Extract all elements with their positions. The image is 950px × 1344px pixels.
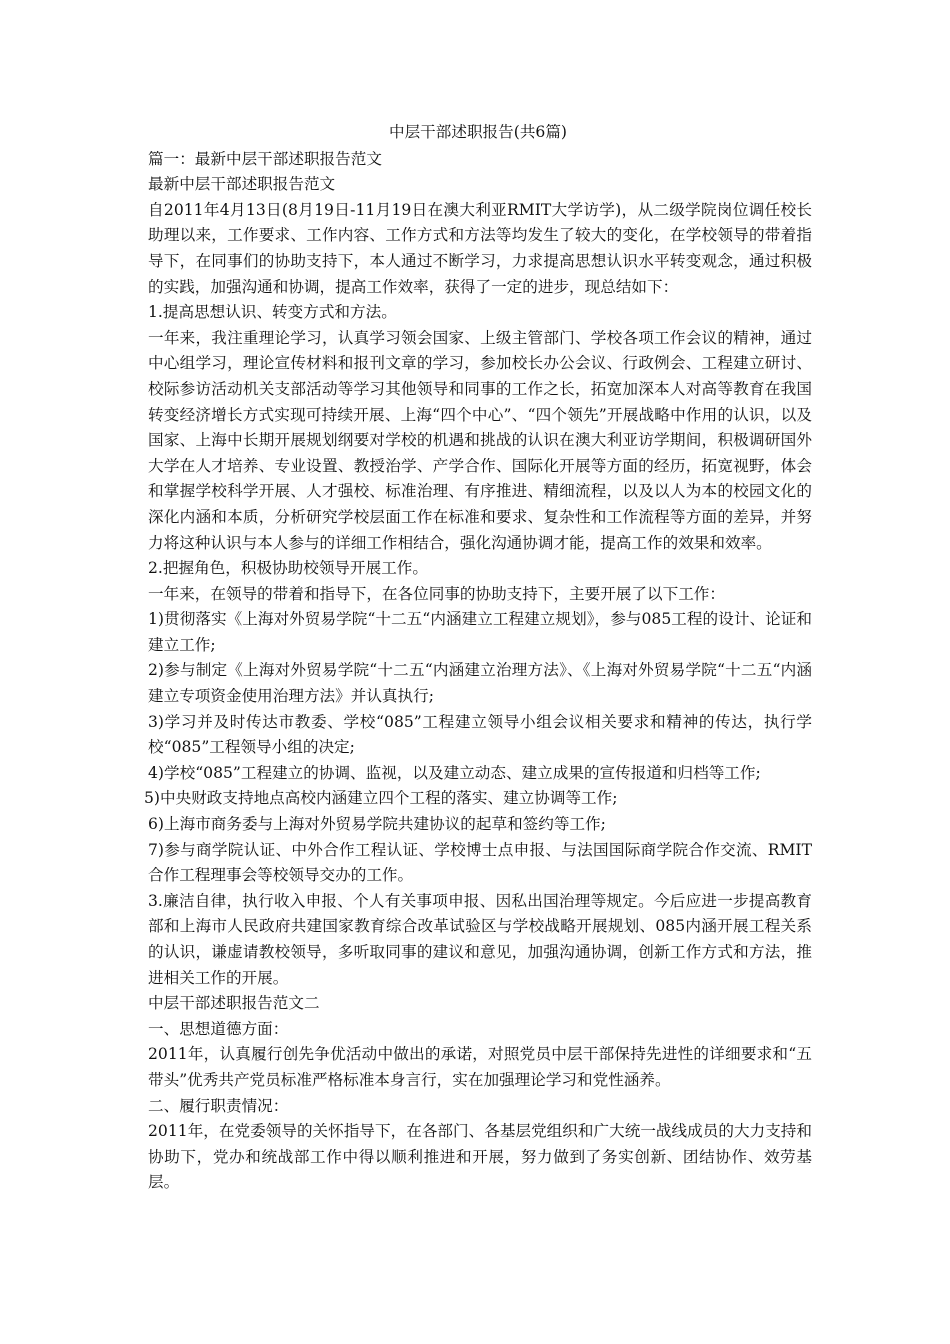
subsection-heading: 一、思想道德方面： xyxy=(148,1019,289,1038)
list-item: 5)中央财政支持地点高校内涵建立四个工程的落实、建立协调等工作; xyxy=(144,789,618,808)
document-body xyxy=(144,120,812,1196)
list-item: 3)学习并及时传达市教委、学校“085”工程建立领导小组会议相关要求和精神的传达，执行学校“085”工程领导小组的决定; xyxy=(148,712,812,757)
numbered-heading: 2.把握角色，积极协助校领导开展工作。 xyxy=(148,559,428,578)
list-item: 2)参与制定《上海对外贸易学院“十二五“内涵建立治理方法》、《上海对外贸易学院“十二五“内涵建立专项资金使用治理方法》并认真执行; xyxy=(148,661,812,706)
paragraph: 2011年，在党委领导的关怀指导下，在各部门、各基层党组织和广大统一战线成员的大力支持和协助下，党办和统战部工作中得以顺利推进和开展，努力做到了务实创新、团结协作、效劳基层。 xyxy=(148,1122,812,1192)
paragraph: 自2011年4月13日(8月19日-11月19日在澳大利亚RMIT大学访学)，从二级学院岗位调任校长助理以来，工作要求、工作内容、工作方式和方法等均发生了较大的变化，在学校领导的带着指导下，在同事们的协助支持下，本人通过不断学习，力求提高思想认识水平转变观念，通过积极的实践，加强沟通和协调，提高工作效率，获得了一定的进步，现总结如下： xyxy=(148,200,812,296)
list-item: 4)学校“085”工程建立的协调、监视，以及建立动态、建立成果的宣传报道和归档等工作; xyxy=(148,763,761,782)
section-heading-2: 中层干部述职报告范文二 xyxy=(148,994,320,1013)
subtitle: 最新中层干部述职报告范文 xyxy=(148,175,336,194)
list-item: 1)贯彻落实《上海对外贸易学院“十二五“内涵建立工程建立规划》，参与085工程的设计、论证和建立工作; xyxy=(148,610,812,654)
document-title: 中层干部述职报告(共6篇) xyxy=(388,123,568,141)
paragraph: 2011年，认真履行创先争优活动中做出的承诺，对照党员中层干部保持先进性的详细要求和“五带头”优秀共产党员标准严格标准本身言行，实在加强理论学习和党性涵养。 xyxy=(148,1045,812,1089)
paragraph: 一年来，在领导的带着和指导下，在各位同事的协助支持下，主要开展了以下工作： xyxy=(148,584,725,603)
numbered-heading: 1.提高思想认识、转变方式和方法。 xyxy=(148,303,397,322)
list-item: 7)参与商学院认证、中外合作工程认证、学校博士点申报、与法国国际商学院合作交流、RMIT合作工程理事会等校领导交办的工作。 xyxy=(148,840,812,885)
numbered-heading: 3.廉洁自律，执行收入申报、个人有关事项申报、因私出国治理等规定。今后应进一步提高教育部和上海市人民政府共建国家教育综合改革试验区与学校战略开展规划、085内涵开展工程关系的认识，谦虚请教校领导，多听取同事的建议和意见，加强沟通协调，创新工作方式和方法，推进相关工作的开展。 xyxy=(148,891,812,987)
subsection-heading: 二、履行职责情况： xyxy=(148,1096,289,1115)
paragraph: 一年来，我注重理论学习，认真学习领会国家、上级主管部门、学校各项工作会议的精神，通过中心组学习，理论宣传材料和报刊文章的学习，参加校长办公会议、行政例会、工程建立研讨、校际参访活动机关支部活动等学习其他领导和同事的工作之长，拓宽加深本人对高等教育在我国转变经济增长方式实现可持续开展、上海“四个中心”、“四个领先”开展战略中作用的认识，以及国家、上海中长期开展规划纲要对学校的机遇和挑战的认识在澳大利亚访学期间，积极调研国外大学在人才培养、专业设置、教授治学、产学合作、国际化开展等方面的经历，拓宽视野，体会和掌握学校科学开展、人才强校、标准治理、有序推进、精细流程，以及以人为本的校园文化的深化内涵和本质，分析研究学校层面工作在标准和要求、复杂性和工作流程等方面的差异，并努力将这种认识与本人参与的详细工作相结合，强化沟通协调才能，提高工作的效果和效率。 xyxy=(148,328,812,552)
section-heading-1: 篇一：最新中层干部述职报告范文 xyxy=(148,149,382,168)
list-item: 6)上海市商务委与上海对外贸易学院共建协议的起草和签约等工作; xyxy=(148,815,606,834)
